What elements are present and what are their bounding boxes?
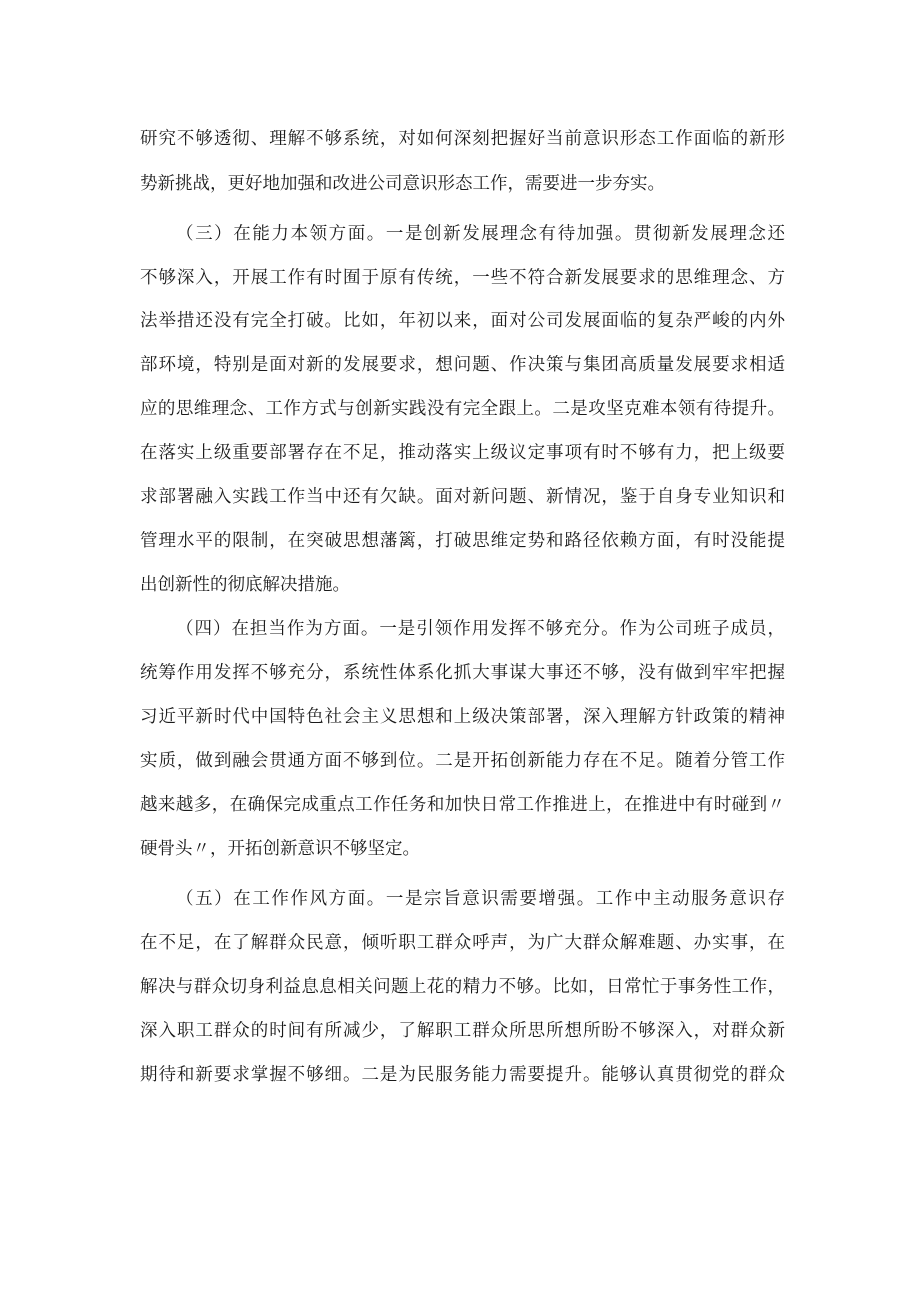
text-line: 部环境，特别是面对新的发展要求，想问题、作决策与集团高质量发展要求相适 <box>140 355 785 375</box>
text-line: 不够深入，开展工作有时囿于原有传统，一些不符合新发展要求的思维理念、方 <box>140 268 785 288</box>
paragraph-first-line: （三）在能力本领方面。一是创新发展理念有待加强。贯彻新发展理念还 <box>176 224 785 244</box>
text-line: 越来越多，在确保完成重点工作任务和加快日常工作推进上，在推进中有时碰到〃 <box>140 795 785 815</box>
text-line: 解决与群众切身利益息息相关问题上花的精力不够。比如，日常忙于事务性工作， <box>140 977 785 997</box>
paragraph-first-line: （五）在工作作风方面。一是宗旨意识需要增强。工作中主动服务意识存 <box>176 889 785 909</box>
text-line: 研究不够透彻、理解不够系统，对如何深刻把握好当前意识形态工作面临的新形 <box>140 129 785 149</box>
text-line: 习近平新时代中国特色社会主义思想和上级决策部署，深入理解方针政策的精神 <box>140 707 785 727</box>
text-line: 求部署融入实践工作当中还有欠缺。面对新问题、新情况，鉴于自身专业知识和 <box>140 487 785 507</box>
text-line: 深入职工群众的时间有所减少，了解职工群众所思所想所盼不够深入，对群众新 <box>140 1021 785 1041</box>
text-line: 管理水平的限制，在突破思想藩篱，打破思维定势和路径依赖方面，有时没能提 <box>140 531 785 551</box>
text-line: 实质，做到融会贯通方面不够到位。二是开拓创新能力存在不足。随着分管工作 <box>140 751 785 771</box>
text-line: 出创新性的彻底解决措施。 <box>140 575 350 595</box>
paragraph-first-line: （四）在担当作为方面。一是引领作用发挥不够充分。作为公司班子成员， <box>176 619 785 639</box>
text-line: 期待和新要求掌握不够细。二是为民服务能力需要提升。能够认真贯彻党的群众 <box>140 1065 785 1085</box>
text-line: 在不足，在了解群众民意，倾听职工群众呼声，为广大群众解难题、办实事，在 <box>140 933 785 953</box>
text-line: 势新挑战，更好地加强和改进公司意识形态工作，需要进一步夯实。 <box>140 174 665 194</box>
text-line: 统筹作用发挥不够充分，系统性体系化抓大事谋大事还不够，没有做到牢牢把握 <box>140 663 785 683</box>
text-line: 应的思维理念、工作方式与创新实践没有完全跟上。二是攻坚克难本领有待提升。 <box>140 399 785 419</box>
text-line: 法举措还没有完全打破。比如，年初以来，面对公司发展面临的复杂严峻的内外 <box>140 311 785 331</box>
text-line: 硬骨头〃，开拓创新意识不够坚定。 <box>140 839 420 859</box>
text-line: 在落实上级重要部署存在不足，推动落实上级议定事项有时不够有力，把上级要 <box>140 443 785 463</box>
